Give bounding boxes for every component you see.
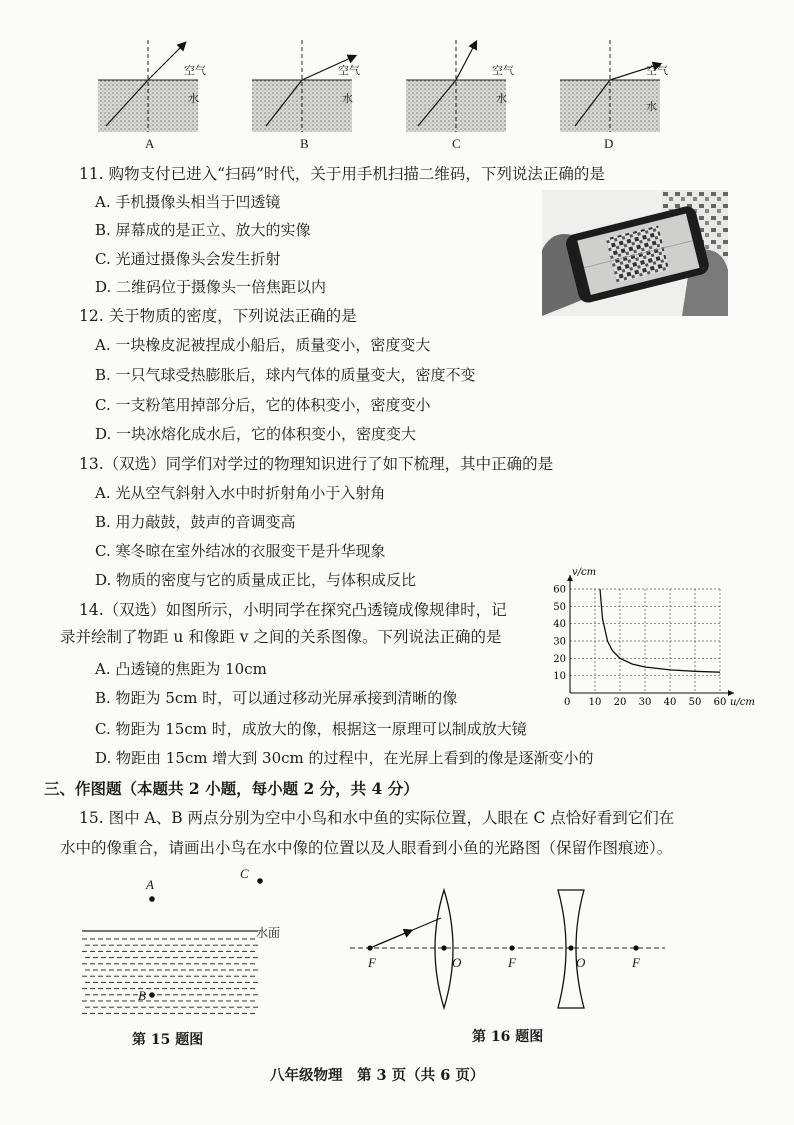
question-12-option-d: D. 一块冰熔化成水后，它的体积变小，密度变大 bbox=[95, 425, 417, 443]
point-b-dot bbox=[149, 992, 155, 998]
chart-y-tick-label: 60 bbox=[553, 584, 566, 596]
air-label-c: 空气 bbox=[492, 64, 514, 77]
question-14-option-c: C. 物距为 15cm 时，成放大的像，根据这一原理可以制成放大镜 bbox=[95, 720, 527, 738]
question-11-option-c: C. 光通过摄像头会发生折射 bbox=[95, 250, 281, 268]
question-13-option-a: A. 光从空气斜射入水中时折射角小于入射角 bbox=[95, 484, 386, 502]
point-c-dot bbox=[257, 878, 263, 884]
focus-label-2: F bbox=[508, 955, 516, 970]
question-12-option-b: B. 一只气球受热膨胀后，球内气体的质量变大，密度不变 bbox=[95, 366, 476, 384]
section-3-title: 三、作图题（本题共 2 小题，每小题 2 分，共 4 分） bbox=[44, 779, 419, 798]
water-surface-label: 水面 bbox=[256, 926, 281, 940]
question-11-option-a: A. 手机摄像头相当于凹透镜 bbox=[95, 193, 281, 211]
question-15-line2: 水中的像重合，请画出小鸟在水中像的位置以及人眼看到小鱼的光路图（保留作图痕迹）。 bbox=[60, 839, 673, 857]
chart-y-tick-label: 40 bbox=[553, 619, 566, 631]
diagram-d bbox=[560, 40, 660, 132]
question-13-stem: 13.（双选）同学们对学过的物理知识进行了如下梳理，其中正确的是 bbox=[79, 455, 554, 473]
chart-origin-label: 0 bbox=[564, 697, 571, 708]
center-label-1: O bbox=[452, 955, 462, 970]
chart-y-tick-label: 20 bbox=[553, 653, 566, 665]
diagram-label-a: A bbox=[145, 136, 155, 151]
focus-label-3: F bbox=[632, 955, 640, 970]
center-label-2: O bbox=[576, 955, 586, 970]
question-15-line1: 15. 图中 A、B 两点分别为空中小鸟和水中鱼的实际位置，人眼在 C 点恰好看到它们在 bbox=[79, 809, 675, 827]
water-label-d: 水 bbox=[646, 100, 657, 113]
question-13-option-b: B. 用力敲鼓，鼓声的音调变高 bbox=[95, 513, 296, 531]
page-footer: 八年级物理 第 3 页（共 6 页） bbox=[270, 1067, 485, 1084]
question-14-stem-line2: 录并绘制了物距 u 和像距 v 之间的关系图像。下列说法正确的是 bbox=[60, 628, 502, 646]
figure-16-caption: 第 16 题图 bbox=[472, 1029, 544, 1045]
chart-x-tick-label: 20 bbox=[613, 697, 627, 708]
chart-series-line bbox=[600, 589, 720, 672]
chart-x-tick-label: 30 bbox=[638, 697, 652, 708]
water-body bbox=[82, 939, 258, 1013]
question-14-stem-line1: 14.（双选）如图所示，小明同学在探究凸透镜成像规律时，记 bbox=[79, 601, 507, 619]
water-label-c: 水 bbox=[496, 92, 507, 105]
air-label-b: 空气 bbox=[338, 64, 360, 77]
chart-y-tick-label: 50 bbox=[553, 601, 566, 613]
chart-y-tick-label: 10 bbox=[553, 671, 566, 683]
question-12-stem: 12. 关于物质的密度，下列说法正确的是 bbox=[79, 307, 357, 325]
phone-qr-illustration bbox=[542, 190, 728, 316]
question-14-option-b: B. 物距为 5cm 时，可以通过移动光屏承接到清晰的像 bbox=[95, 689, 458, 707]
question-13-option-d: D. 物质的密度与它的质量成正比，与体积成反比 bbox=[95, 571, 417, 589]
question-14-option-d: D. 物距由 15cm 增大到 30cm 的过程中，在光屏上看到的像是逐渐变小的 bbox=[95, 749, 594, 767]
chart-x-tick-label: 60 bbox=[713, 697, 727, 708]
question-11-option-b: B. 屏幕成的是正立、放大的实像 bbox=[95, 221, 311, 239]
figure-15-caption: 第 15 题图 bbox=[132, 1032, 204, 1048]
diagram-a bbox=[98, 40, 198, 132]
chart-y-tick-label: 30 bbox=[553, 636, 566, 648]
diagram-label-b: B bbox=[300, 136, 309, 151]
uv-chart bbox=[540, 565, 755, 715]
question-13-option-c: C. 寒冬晾在室外结冰的衣服变干是升华现象 bbox=[95, 542, 386, 560]
question-11-stem: 11. 购物支付已进入“扫码”时代，关于用手机扫描二维码，下列说法正确的是 bbox=[79, 165, 605, 183]
question-14-option-a: A. 凸透镜的焦距为 10cm bbox=[95, 660, 267, 678]
water-label-a: 水 bbox=[188, 92, 199, 105]
chart-ticks bbox=[553, 585, 726, 709]
diagram-label-d: D bbox=[604, 136, 614, 151]
question-12-option-a: A. 一块橡皮泥被捏成小船后，质量变小，密度变大 bbox=[95, 336, 431, 354]
question-11-option-d: D. 二维码位于摄像头一倍焦距以内 bbox=[95, 278, 327, 296]
point-c-label: C bbox=[240, 866, 249, 881]
point-a-dot bbox=[149, 896, 155, 902]
figure-16 bbox=[340, 880, 670, 1020]
focus-label-1: F bbox=[368, 955, 376, 970]
point-b-label: B bbox=[138, 988, 146, 1003]
chart-xlabel: u/cm bbox=[730, 697, 755, 708]
air-label-d: 空气 bbox=[646, 64, 668, 77]
chart-axes bbox=[567, 575, 734, 696]
water-label-b: 水 bbox=[342, 92, 353, 105]
chart-x-axis-arrow bbox=[728, 690, 734, 696]
question-12-option-c: C. 一支粉笔用掉部分后，它的体积变小，密度变小 bbox=[95, 396, 431, 414]
diagram-b bbox=[252, 40, 355, 132]
chart-x-tick-label: 40 bbox=[663, 697, 677, 708]
chart-x-tick-label: 10 bbox=[588, 697, 602, 708]
air-label-a: 空气 bbox=[184, 64, 206, 77]
diagram-label-c: C bbox=[452, 136, 461, 151]
chart-grid bbox=[570, 589, 720, 693]
diagram-c bbox=[406, 40, 506, 132]
chart-x-tick-label: 50 bbox=[688, 697, 702, 708]
chart-ylabel: v/cm bbox=[572, 567, 597, 578]
point-a-label: A bbox=[146, 877, 154, 892]
refraction-diagrams bbox=[0, 0, 794, 160]
